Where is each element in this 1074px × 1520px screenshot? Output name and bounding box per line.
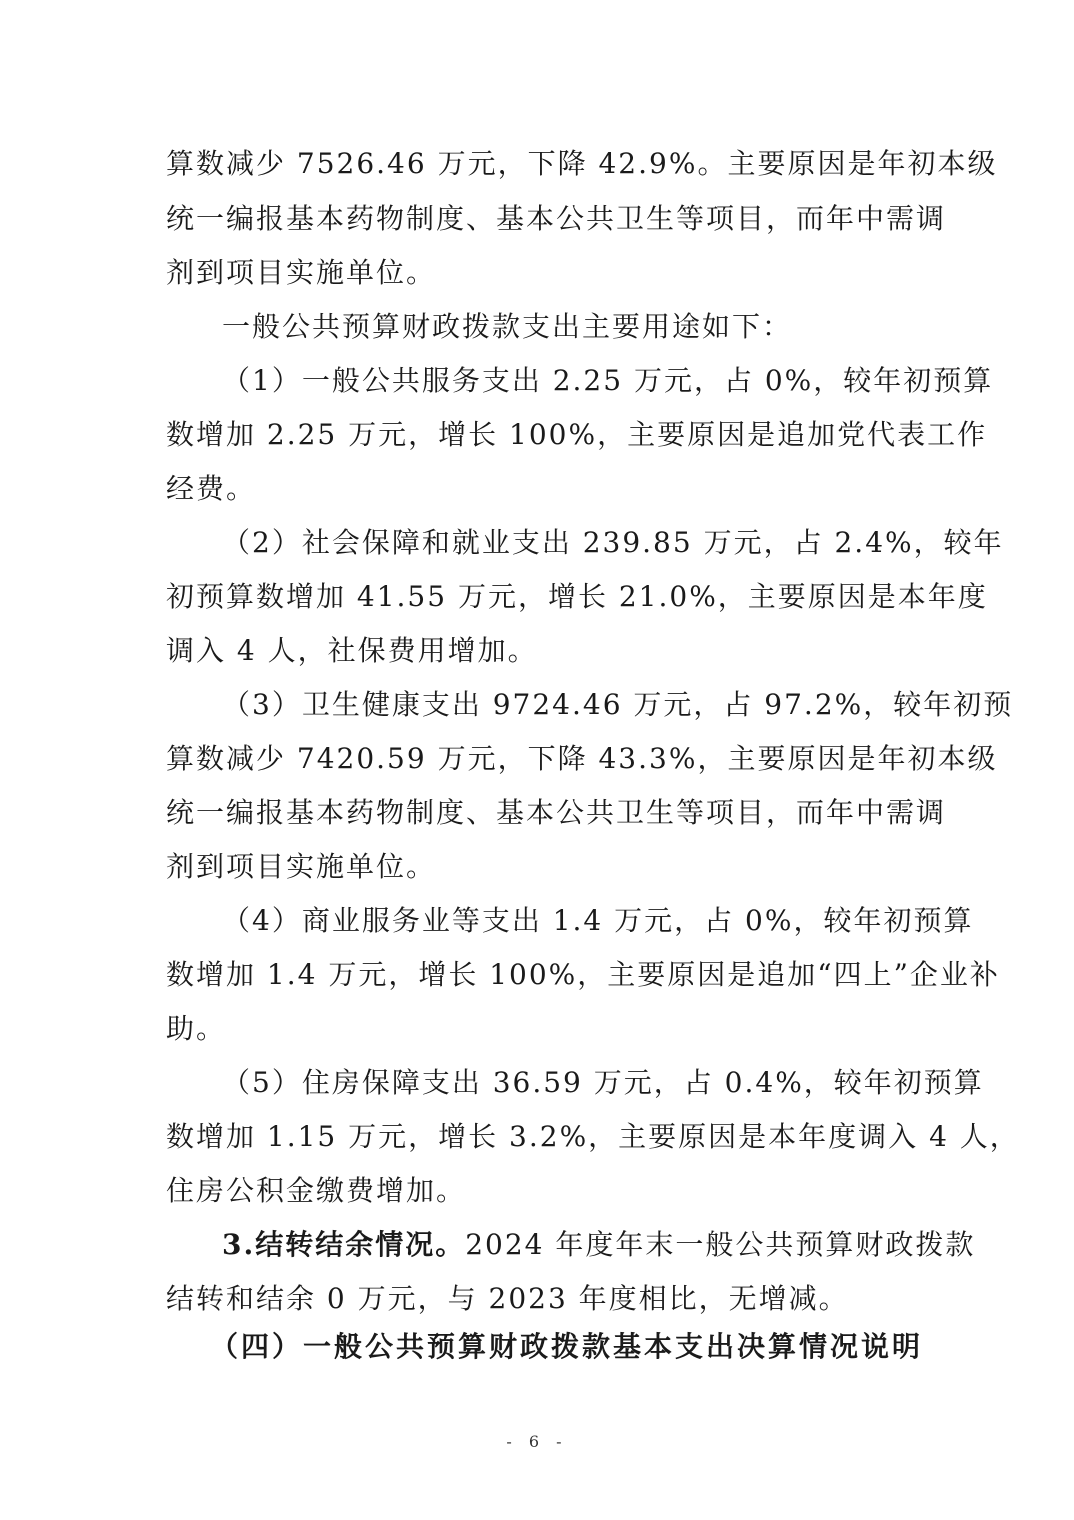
paragraph-line: 数增加 2.25 万元，增长 100%，主要原因是追加党代表工作 xyxy=(166,418,988,451)
paragraph-line: 一般公共预算财政拨款支出主要用途如下： xyxy=(222,310,793,343)
paragraph-line: 调入 4 人，社保费用增加。 xyxy=(166,634,538,667)
paragraph-line: 算数减少 7526.46 万元，下降 42.9%。主要原因是年初本级 xyxy=(166,147,998,180)
paragraph-line: （3）卫生健康支出 9724.46 万元，占 97.2%，较年初预 xyxy=(222,688,1014,721)
paragraph-line: 助。 xyxy=(166,1012,227,1045)
paragraph-line: （5）住房保障支出 36.59 万元，占 0.4%，较年初预算 xyxy=(222,1066,984,1099)
carryover-title: 3.结转结余情况。 xyxy=(222,1228,466,1261)
paragraph-line: 数增加 1.15 万元，增长 3.2%，主要原因是本年度调入 4 人， xyxy=(166,1120,1020,1153)
paragraph-line: 结转和结余 0 万元，与 2023 年度相比，无增减。 xyxy=(166,1282,849,1315)
paragraph-line: 算数减少 7420.59 万元，下降 43.3%，主要原因是年初本级 xyxy=(166,742,998,775)
paragraph-line: 经费。 xyxy=(166,472,257,505)
paragraph-line: （4）商业服务业等支出 1.4 万元，占 0%，较年初预算 xyxy=(222,904,974,937)
page-number: - 6 - xyxy=(506,1432,568,1451)
paragraph-line: 初预算数增加 41.55 万元，增长 21.0%，主要原因是本年度 xyxy=(166,580,988,613)
paragraph-line: 住房公积金缴费增加。 xyxy=(166,1174,467,1207)
paragraph-line: （2）社会保障和就业支出 239.85 万元，占 2.4%，较年 xyxy=(222,526,1004,559)
paragraph-line: 统一编报基本药物制度、基本公共卫生等项目，而年中需调 xyxy=(166,202,947,235)
section-heading: （四）一般公共预算财政拨款基本支出决算情况说明 xyxy=(210,1330,924,1363)
paragraph-line: 剂到项目实施单位。 xyxy=(166,850,437,883)
paragraph-line: 统一编报基本药物制度、基本公共卫生等项目，而年中需调 xyxy=(166,796,947,829)
paragraph-line: （1）一般公共服务支出 2.25 万元，占 0%，较年初预算 xyxy=(222,364,994,397)
paragraph-line: 数增加 1.4 万元，增长 100%，主要原因是追加“四上”企业补 xyxy=(166,958,1000,991)
carryover-line xyxy=(222,1225,976,1265)
carryover-text: 2024 年度年末一般公共预算财政拨款 xyxy=(465,1228,976,1261)
paragraph-line: 剂到项目实施单位。 xyxy=(166,256,437,289)
